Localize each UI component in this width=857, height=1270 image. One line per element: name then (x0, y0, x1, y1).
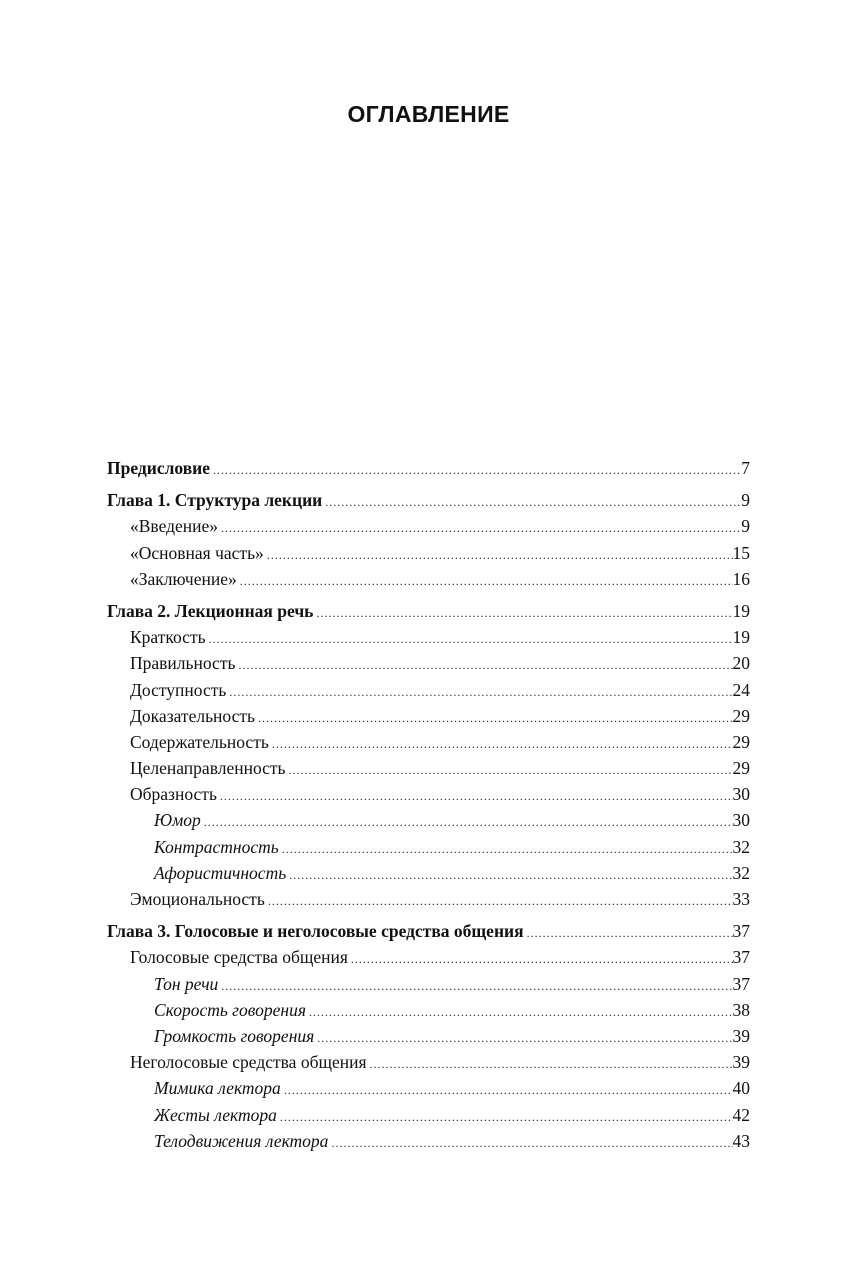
table-of-contents (107, 455, 750, 1154)
toc-entry-purposefulness[interactable] (107, 755, 750, 781)
toc-entry-imagery[interactable] (107, 781, 750, 807)
toc-page-number: 24 (732, 679, 750, 700)
toc-entry-label: Краткость (130, 627, 206, 648)
toc-entry-label: Правильность (130, 653, 236, 674)
toc-page-number: 19 (732, 600, 750, 621)
toc-entry-humor[interactable] (107, 807, 750, 833)
toc-page-number: 30 (732, 784, 750, 805)
leader-dots (281, 1077, 733, 1103)
leader-dots (367, 1051, 733, 1077)
page-title: ОГЛАВЛЕНИЕ (347, 101, 510, 127)
toc-page-number: 29 (732, 758, 750, 779)
toc-entry-label: Глава 2. Лекционная речь (107, 600, 314, 621)
leader-dots (255, 705, 733, 731)
toc-entry-label: Эмоциональность (130, 889, 265, 909)
toc-entry-aphorism[interactable] (107, 860, 750, 886)
toc-entry-chapter-2[interactable] (107, 598, 750, 624)
toc-page-number: 38 (732, 999, 750, 1020)
toc-entry-label: «Заключение» (130, 568, 237, 589)
toc-entry-label: Афористичность (154, 862, 287, 883)
toc-entry-chapter-3[interactable] (107, 918, 750, 944)
leader-dots (226, 679, 732, 705)
toc-entry-label: Содержательность (130, 731, 269, 752)
toc-page-number: 37 (732, 947, 750, 968)
toc-page-number: 39 (732, 1025, 750, 1046)
toc-entry-label: Неголосовые средства общения (130, 1052, 367, 1073)
toc-page-number: 7 (741, 458, 750, 478)
toc-entry-accessibility[interactable] (107, 677, 750, 703)
toc-entry-label: «Введение» (130, 516, 219, 537)
toc-entry-emotionality[interactable] (107, 886, 750, 912)
leader-dots (277, 1104, 733, 1130)
toc-entry-label: Тон речи (154, 973, 219, 994)
leader-dots (524, 920, 733, 946)
toc-entry-gestures[interactable] (107, 1102, 750, 1128)
leader-dots (218, 973, 732, 999)
toc-page-number: 39 (732, 1052, 750, 1073)
toc-entry-label: Глава 1. Структура лекции (107, 490, 323, 511)
toc-entry-label: Целенаправленность (130, 758, 286, 779)
toc-entry-contrast[interactable] (107, 834, 750, 860)
toc-entry-conclusion[interactable] (107, 566, 750, 592)
leader-dots (348, 946, 733, 972)
toc-entry-speech-loudness[interactable] (107, 1023, 750, 1049)
toc-entry-label: Громкость говорения (154, 1025, 315, 1046)
toc-entry-label: Доказательность (130, 705, 255, 726)
toc-page-number: 43 (732, 1130, 750, 1151)
leader-dots (314, 1025, 732, 1051)
leader-dots (306, 999, 733, 1025)
toc-entry-body-movements[interactable] (107, 1128, 750, 1154)
toc-entry-label: Образность (130, 784, 217, 805)
leader-dots (313, 600, 732, 626)
toc-entry-label: Контрастность (154, 836, 279, 857)
toc-entry-main-part[interactable] (107, 540, 750, 566)
toc-page-number: 20 (732, 653, 750, 674)
toc-page-number: 16 (732, 568, 750, 589)
toc-page-number: 37 (732, 973, 750, 994)
toc-entry-label: Предисловие (107, 458, 211, 478)
toc-page-number: 37 (732, 921, 750, 942)
leader-dots (235, 652, 732, 678)
toc-page-number: 42 (732, 1104, 750, 1125)
leader-dots (206, 626, 733, 652)
toc-page-number: 29 (732, 705, 750, 726)
leader-dots (264, 542, 733, 568)
leader-dots (322, 489, 741, 515)
toc-entry-label: Доступность (130, 679, 227, 700)
toc-entry-voice-means[interactable] (107, 944, 750, 970)
toc-page-number: 32 (732, 836, 750, 857)
toc-entry-chapter-1[interactable] (107, 487, 750, 513)
toc-entry-label: «Основная часть» (130, 542, 264, 563)
leader-dots (279, 836, 733, 862)
leader-dots (210, 457, 741, 483)
leader-dots (269, 731, 733, 757)
leader-dots (237, 568, 733, 594)
leader-dots (265, 888, 733, 914)
toc-entry-label: Глава 3. Голосовые и неголосовые средства общения (107, 921, 524, 942)
toc-page-number: 9 (741, 490, 750, 511)
toc-entry-label: Скорость говорения (154, 999, 306, 1020)
toc-page-number: 19 (732, 627, 750, 648)
toc-page-number: 15 (732, 542, 750, 563)
toc-page-number: 9 (741, 516, 750, 537)
toc-entry-evidence[interactable] (107, 703, 750, 729)
toc-entry-content[interactable] (107, 729, 750, 755)
toc-page-number: 33 (732, 889, 750, 909)
toc-entry-label: Голосовые средства общения (130, 947, 348, 968)
toc-page-number: 30 (732, 810, 750, 831)
toc-entry-nonvoice-means[interactable] (107, 1049, 750, 1075)
toc-entry-preface[interactable] (107, 455, 750, 481)
toc-entry-speech-speed[interactable] (107, 997, 750, 1023)
toc-entry-introduction[interactable] (107, 513, 750, 539)
toc-entry-label: Юмор (154, 810, 201, 831)
toc-entry-label: Мимика лектора (154, 1078, 281, 1099)
toc-page-number: 32 (732, 862, 750, 883)
leader-dots (201, 809, 733, 835)
leader-dots (217, 783, 733, 809)
toc-entry-label: Жесты лектора (154, 1104, 277, 1125)
leader-dots (286, 862, 732, 888)
leader-dots (286, 757, 733, 783)
leader-dots (218, 515, 741, 541)
toc-entry-facial-expressions[interactable] (107, 1075, 750, 1101)
toc-entry-brevity[interactable] (107, 624, 750, 650)
toc-page-number: 40 (732, 1078, 750, 1099)
leader-dots (328, 1130, 732, 1156)
toc-entry-correctness[interactable] (107, 650, 750, 676)
toc-entry-speech-tone[interactable] (107, 971, 750, 997)
toc-page-number: 29 (732, 731, 750, 752)
toc-entry-label: Телодвижения лектора (154, 1130, 329, 1151)
